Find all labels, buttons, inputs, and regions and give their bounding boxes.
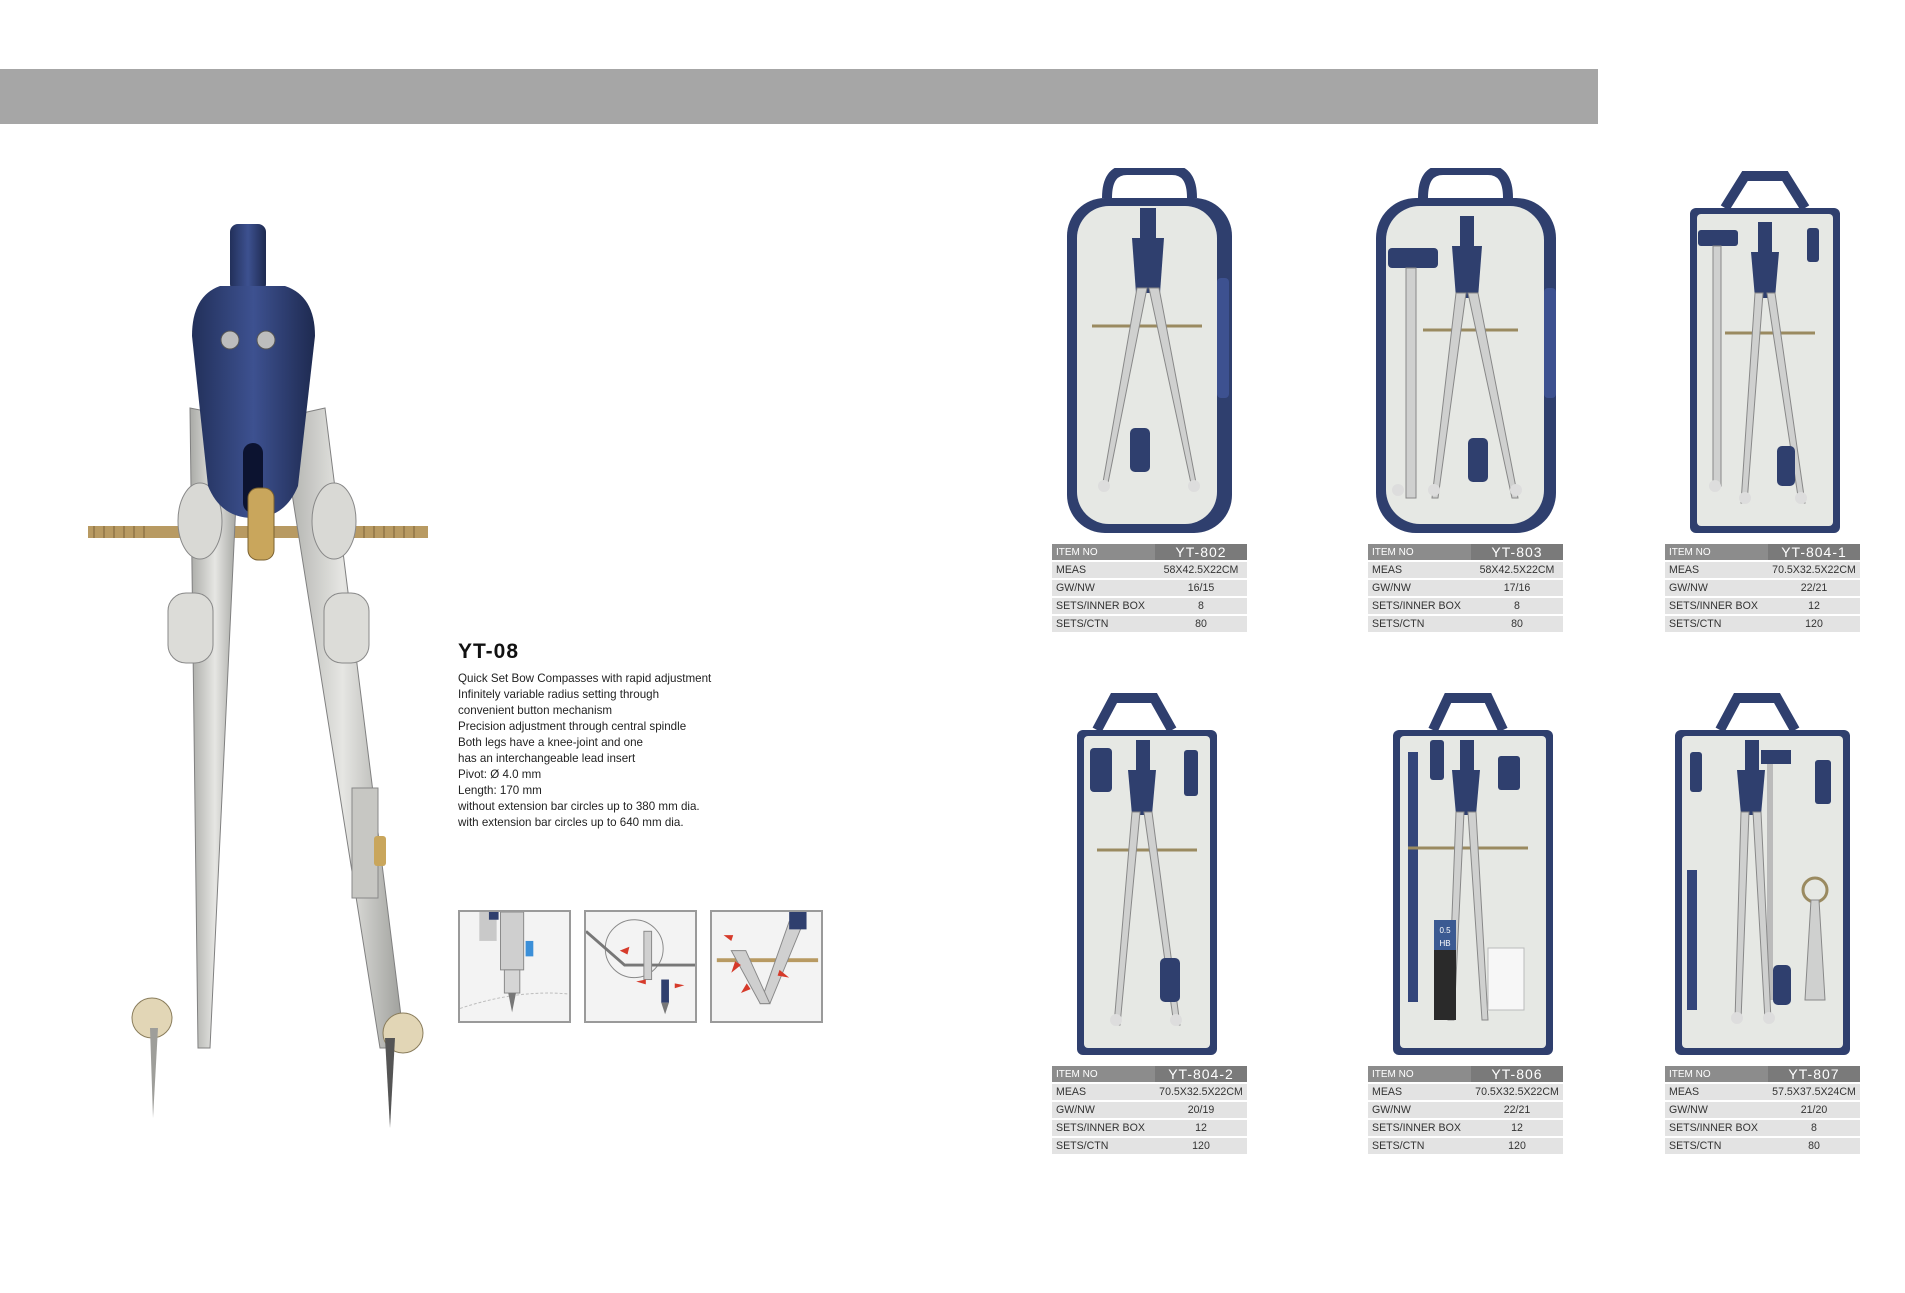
feature-line: Infinitely variable radius setting through	[458, 688, 660, 701]
spec-label: SETS/INNER BOX	[1052, 1120, 1155, 1136]
spec-value: 17/16	[1471, 580, 1563, 596]
spec-label: MEAS	[1052, 1084, 1155, 1100]
spec-label: SETS/INNER BOX	[1368, 1120, 1471, 1136]
knee-joint-detail-image	[710, 910, 823, 1023]
spec-table	[1052, 1064, 1247, 1156]
spec-label: GW/NW	[1052, 1102, 1155, 1118]
spec-label: SETS/INNER BOX	[1052, 598, 1155, 614]
item-number: YT-804-2	[1155, 1066, 1247, 1082]
spec-value: 120	[1155, 1138, 1247, 1154]
spec-label: MEAS	[1368, 1084, 1471, 1100]
lead-grade-label: HB	[1439, 939, 1451, 948]
compass-case-image	[1052, 690, 1247, 1060]
product-card	[1368, 168, 1563, 634]
spec-value: 58X42.5X22CM	[1155, 562, 1247, 578]
spec-value: 57.5X37.5X24CM	[1768, 1084, 1860, 1100]
spec-label: GW/NW	[1368, 1102, 1471, 1118]
compass-case-image	[1665, 690, 1860, 1060]
radius-adjust-detail-image	[584, 910, 697, 1023]
lead-size-label: 0.5	[1439, 926, 1451, 935]
spec-table	[1665, 542, 1860, 634]
spec-value: 22/21	[1768, 580, 1860, 596]
spec-label: SETS/CTN	[1368, 1138, 1471, 1154]
spec-label: SETS/CTN	[1052, 1138, 1155, 1154]
spec-value: 120	[1768, 616, 1860, 632]
spec-value: 12	[1768, 598, 1860, 614]
item-number: YT-804-1	[1768, 544, 1860, 560]
product-card	[1052, 168, 1247, 634]
spec-value: 70.5X32.5X22CM	[1155, 1084, 1247, 1100]
spec-value: 22/21	[1471, 1102, 1563, 1118]
compass-case-image	[1665, 168, 1860, 538]
spec-value: 8	[1768, 1120, 1860, 1136]
feature-line: Quick Set Bow Compasses with rapid adjustment	[458, 672, 712, 685]
spec-value: 20/19	[1155, 1102, 1247, 1118]
feature-line: Pivot: Ø 4.0 mm	[458, 768, 542, 781]
spec-label: MEAS	[1665, 562, 1768, 578]
spec-label: SETS/CTN	[1665, 616, 1768, 632]
spec-value: 21/20	[1768, 1102, 1860, 1118]
compass-case-image	[1368, 168, 1563, 538]
feature-line: has an interchangeable lead insert	[458, 752, 636, 765]
spec-table	[1665, 1064, 1860, 1156]
spec-label: GW/NW	[1368, 580, 1471, 596]
spec-label: ITEM NO	[1665, 544, 1768, 560]
item-number: YT-807	[1768, 1066, 1860, 1082]
item-number: YT-806	[1471, 1066, 1563, 1082]
spec-value: 120	[1471, 1138, 1563, 1154]
spec-value: 80	[1768, 1138, 1860, 1154]
product-card	[1368, 690, 1563, 1156]
compass-case-image	[1368, 690, 1563, 1060]
spec-label: MEAS	[1052, 562, 1155, 578]
spec-label: ITEM NO	[1665, 1066, 1768, 1082]
spec-value: 8	[1155, 598, 1247, 614]
spec-table	[1368, 542, 1563, 634]
feature-line: convenient button mechanism	[458, 704, 613, 717]
spec-value: 70.5X32.5X22CM	[1471, 1084, 1563, 1100]
product-card	[1052, 690, 1247, 1156]
spec-label: SETS/INNER BOX	[1665, 598, 1768, 614]
spec-label: ITEM NO	[1368, 544, 1471, 560]
compass-case-image	[1052, 168, 1247, 538]
spec-value: 8	[1471, 598, 1563, 614]
spec-label: SETS/INNER BOX	[1368, 598, 1471, 614]
spec-label: GW/NW	[1665, 580, 1768, 596]
spec-value: 80	[1155, 616, 1247, 632]
lead-insert-detail-image	[458, 910, 571, 1023]
feature-line: Precision adjustment through central spindle	[458, 720, 687, 733]
bow-compass-image	[80, 218, 440, 1138]
spec-table	[1052, 542, 1247, 634]
product-card	[1665, 168, 1860, 634]
spec-label: SETS/INNER BOX	[1665, 1120, 1768, 1136]
spec-label: ITEM NO	[1052, 544, 1155, 560]
spec-table	[1368, 1064, 1563, 1156]
spec-label: MEAS	[1665, 1084, 1768, 1100]
feature-line: without extension bar circles up to 380 mm dia.	[458, 800, 700, 813]
spec-label: GW/NW	[1052, 580, 1155, 596]
item-number: YT-802	[1155, 544, 1247, 560]
spec-label: SETS/CTN	[1368, 616, 1471, 632]
spec-value: 70.5X32.5X22CM	[1768, 562, 1860, 578]
spec-label: SETS/CTN	[1052, 616, 1155, 632]
spec-label: ITEM NO	[1052, 1066, 1155, 1082]
feature-line: Length: 170 mm	[458, 784, 542, 797]
item-number: YT-803	[1471, 544, 1563, 560]
spec-label: MEAS	[1368, 562, 1471, 578]
spec-value: 12	[1155, 1120, 1247, 1136]
spec-label: ITEM NO	[1368, 1066, 1471, 1082]
spec-label: GW/NW	[1665, 1102, 1768, 1118]
spec-value: 58X42.5X22CM	[1471, 562, 1563, 578]
spec-label: SETS/CTN	[1665, 1138, 1768, 1154]
feature-list	[458, 671, 778, 831]
feature-line: Both legs have a knee-joint and one	[458, 736, 643, 749]
spec-value: 12	[1471, 1120, 1563, 1136]
spec-value: 16/15	[1155, 580, 1247, 596]
spec-value: 80	[1471, 616, 1563, 632]
feature-line: with extension bar circles up to 640 mm dia.	[458, 816, 684, 829]
model-title: YT-08	[458, 640, 520, 663]
top-banner-bar	[0, 69, 1598, 124]
product-card	[1665, 690, 1860, 1156]
detail-thumbnails	[458, 910, 823, 1023]
